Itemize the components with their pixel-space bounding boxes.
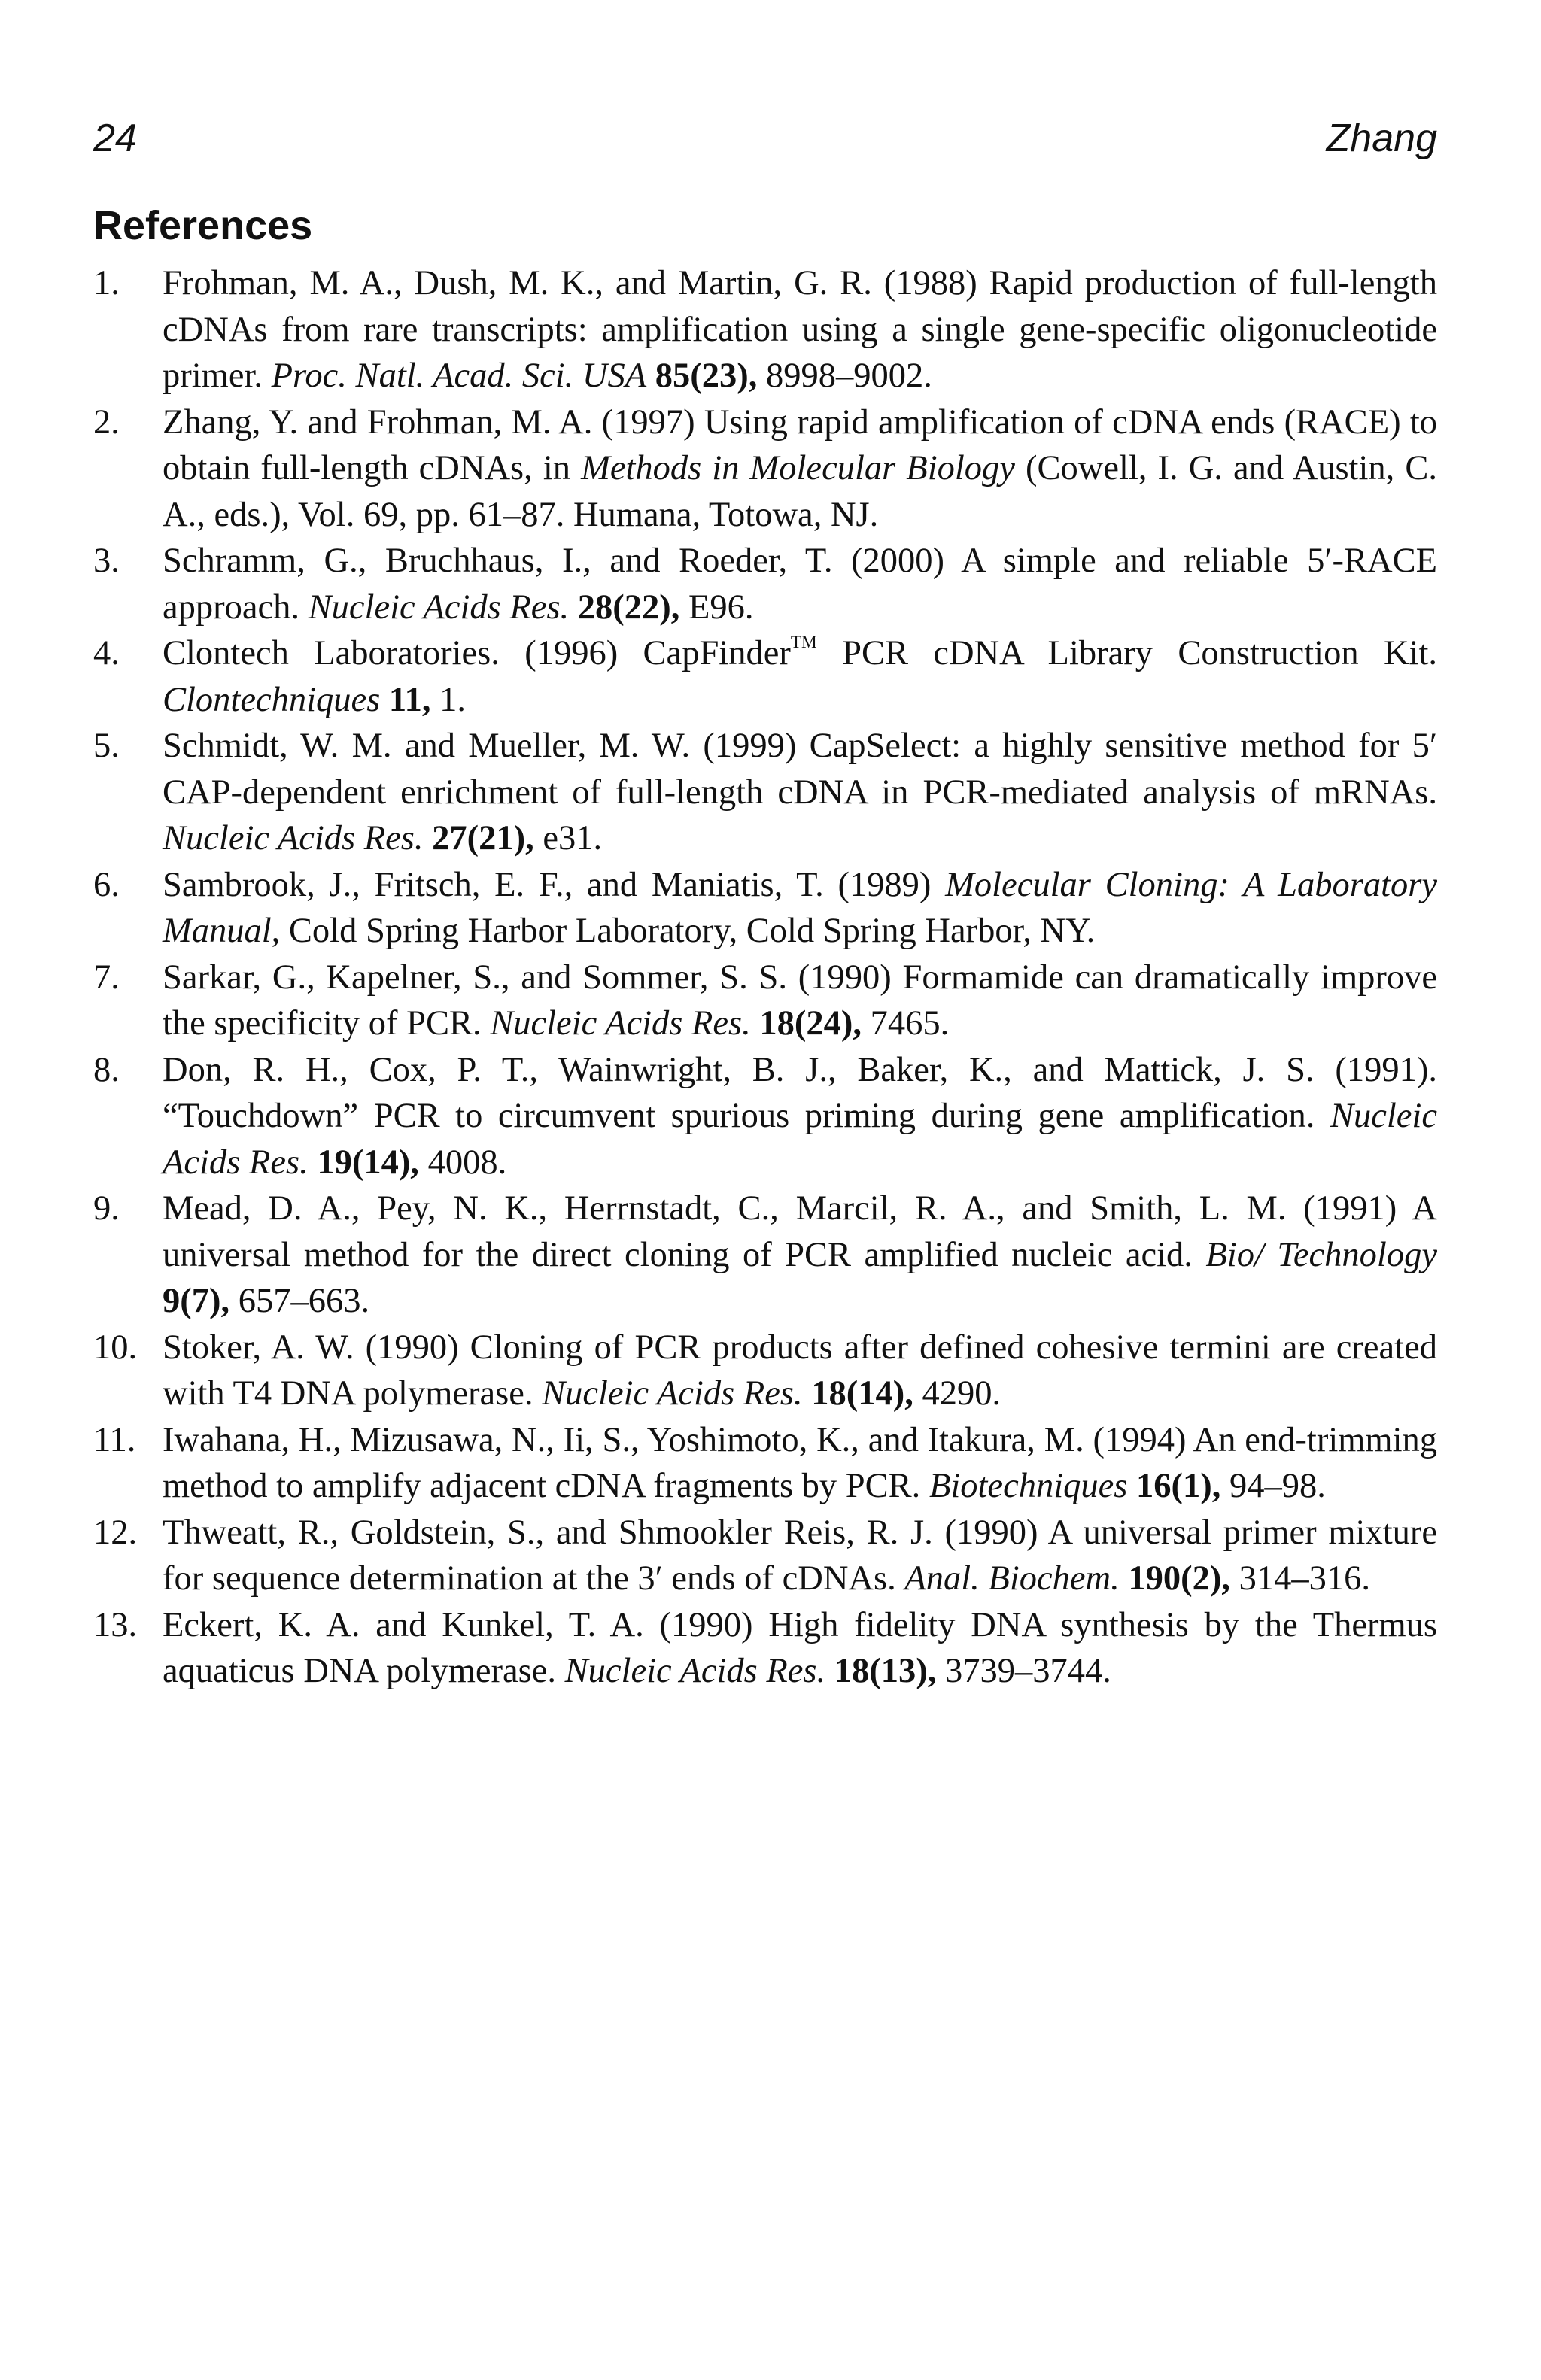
reference-number: 5. <box>93 727 120 765</box>
citation-text <box>803 1374 812 1413</box>
journal-title: Biotechniques <box>929 1467 1128 1505</box>
citation-text <box>825 1652 834 1690</box>
citation-text: 94–98. <box>1220 1467 1326 1505</box>
citation-text: Eckert, K. A. and Kunkel, T. A. (1990) High fidelity DNA synthesis by the Thermus aquaticus DNA polymerase. <box>163 1605 1437 1690</box>
reference-text <box>163 264 1437 395</box>
volume-issue: 27(21), <box>432 819 534 858</box>
reference-text <box>163 634 1437 719</box>
reference-text <box>163 1421 1437 1506</box>
reference-number: 11. <box>93 1420 136 1459</box>
reference-text <box>163 1051 1437 1182</box>
volume-issue: 18(13), <box>834 1652 937 1690</box>
citation-text: Sarkar, G., Kapelner, S., and Sommer, S. S. (1990) Formamide can dramatically improve the specificity of PCR. <box>163 958 1437 1043</box>
citation-text: Schramm, G., Bruchhaus, I., and Roeder, T. (2000) A simple and reliable 5′-RACE approach. <box>163 542 1437 627</box>
journal-title: Molecular Cloning: A Laboratory Manual <box>163 865 1437 950</box>
reference-text <box>163 1606 1437 1691</box>
section-heading: References <box>93 203 313 248</box>
volume-issue: 28(22), <box>577 587 680 627</box>
citation-text: Zhang, Y. and Frohman, M. A. (1997) Using rapid amplification of cDNA ends (RACE) to obtain full-length cDNAs, in <box>163 402 1437 487</box>
citation-text: Clontech Laboratories. (1996) CapFinder <box>163 634 791 672</box>
citation-text: Stoker, A. W. (1990) Cloning of PCR products after defined cohesive termini are created with T4 DNA polymerase. <box>163 1328 1437 1413</box>
reference-text <box>163 1328 1437 1413</box>
reference-item <box>93 630 1437 723</box>
citation-text: 7465. <box>861 1004 950 1043</box>
citation-text: Mead, D. A., Pey, N. K., Herrnstadt, C., Marcil, R. A., and Smith, L. M. (1991) A universal method for the direct cloning of PCR amplified nucleic acid. <box>163 1189 1437 1274</box>
reference-item <box>93 862 1437 955</box>
citation-text: Schmidt, W. M. and Mueller, M. W. (1999) CapSelect: a highly sensitive method for 5′ CAP-dependent enrichment of full-length cDNA in PCR-mediated analysis of mRNAs. <box>163 727 1437 812</box>
citation-text: 3739–3744. <box>936 1652 1111 1690</box>
journal-title: Clontechniques <box>163 680 381 719</box>
citation-text <box>380 681 389 719</box>
volume-issue: 16(1), <box>1136 1467 1221 1505</box>
reference-text <box>163 866 1437 951</box>
volume-issue: 18(14), <box>811 1374 913 1413</box>
reference-number: 3. <box>93 542 120 580</box>
reference-item <box>93 260 1437 399</box>
citation-text: Thweatt, R., Goldstein, S., and Shmookler Reis, R. J. (1990) A universal primer mixture for sequence determination at the 3′ ends of cDNAs. <box>163 1513 1437 1598</box>
reference-number: 1. <box>93 264 120 302</box>
journal-title: Nucleic Acids Res. <box>163 1097 1437 1182</box>
running-author: Zhang <box>1326 117 1437 160</box>
citation-text: Don, R. H., Cox, P. T., Wainwright, B. J., Baker, K., and Mattick, J. S. (1991). “Touchdown” PCR to circumvent spurious priming during gene amplification. <box>163 1050 1437 1135</box>
reference-number: 7. <box>93 958 120 997</box>
volume-issue: 11, <box>388 680 431 719</box>
reference-item <box>93 1510 1437 1602</box>
citation-text: e31. <box>533 819 603 858</box>
reference-number: 9. <box>93 1189 120 1228</box>
citation-text: PCR cDNA Library Construction Kit. <box>816 634 1437 672</box>
citation-text: Sambrook, J., Fritsch, E. F., and Maniatis, T. (1989) <box>163 865 946 904</box>
reference-item <box>93 1602 1437 1695</box>
volume-issue: 18(24), <box>759 1004 862 1043</box>
journal-title: Nucleic Acids Res. <box>564 1652 826 1690</box>
reference-text <box>163 727 1437 858</box>
reference-item <box>93 955 1437 1047</box>
page-number: 24 <box>93 117 137 160</box>
reference-list <box>93 260 1437 1695</box>
reference-item <box>93 1185 1437 1325</box>
trademark-mark: TM <box>790 632 817 652</box>
citation-text <box>1127 1467 1136 1505</box>
volume-issue: 19(14), <box>317 1143 419 1182</box>
citation-text: 657–663. <box>229 1282 370 1320</box>
reference-number: 6. <box>93 865 120 904</box>
reference-item <box>93 1417 1437 1510</box>
citation-text <box>569 588 578 627</box>
citation-text: 4290. <box>913 1374 1001 1413</box>
reference-number: 13. <box>93 1605 138 1644</box>
citation-text: 1. <box>430 680 466 719</box>
citation-text <box>309 1143 318 1182</box>
citation-text: (Cowell, I. G. and Austin, C. A., eds.), Vol. 69, pp. 61–87. Humana, Totowa, NJ. <box>163 449 1437 534</box>
reference-number: 4. <box>93 634 120 672</box>
citation-text: 8998–9002. <box>757 357 932 395</box>
reference-number: 12. <box>93 1513 138 1552</box>
journal-title: Nucleic Acids Res. <box>308 587 570 627</box>
journal-title: Bio/ Technology <box>1205 1235 1437 1274</box>
citation-text: 314–316. <box>1229 1559 1370 1598</box>
reference-text <box>163 958 1437 1043</box>
reference-number: 10. <box>93 1328 138 1367</box>
citation-text <box>424 819 433 858</box>
journal-title: Proc. Natl. Acad. Sci. USA <box>271 357 647 395</box>
running-head <box>93 108 1437 168</box>
volume-issue: 190(2), <box>1128 1559 1230 1598</box>
reference-text <box>163 403 1437 534</box>
citation-text: 4008. <box>418 1143 507 1182</box>
citation-text: E96. <box>679 587 754 627</box>
journal-title: Methods in Molecular Biology <box>581 449 1015 487</box>
reference-item <box>93 399 1437 539</box>
reference-number: 8. <box>93 1050 120 1089</box>
reference-text <box>163 1189 1437 1320</box>
volume-issue: 85(23), <box>655 357 758 395</box>
citation-text: Frohman, M. A., Dush, M. K., and Martin, G. R. (1988) Rapid production of full-length cDNAs from rare transcripts: amplification using a single gene-specific oligonucleotide primer. <box>163 264 1437 395</box>
journal-title: Nucleic Acids Res. <box>490 1004 751 1043</box>
reference-item <box>93 723 1437 862</box>
reference-item <box>93 538 1437 630</box>
citation-text <box>1120 1559 1129 1598</box>
journal-title: Nucleic Acids Res. <box>163 819 424 858</box>
citation-text <box>751 1004 760 1043</box>
reference-text <box>163 1513 1437 1598</box>
volume-issue: 9(7), <box>163 1282 230 1320</box>
journal-title: Anal. Biochem. <box>904 1559 1120 1598</box>
reference-number: 2. <box>93 402 120 442</box>
reference-text <box>163 542 1437 627</box>
journal-title: Nucleic Acids Res. <box>542 1374 803 1413</box>
reference-item <box>93 1047 1437 1186</box>
citation-text: , Cold Spring Harbor Laboratory, Cold Spring Harbor, NY. <box>271 912 1096 950</box>
citation-text <box>646 357 655 395</box>
citation-text: Iwahana, H., Mizusawa, N., Ii, S., Yoshimoto, K., and Itakura, M. (1994) An end-trimming method to amplify adjacent cDNA fragments by PCR. <box>163 1420 1437 1505</box>
reference-item <box>93 1325 1437 1417</box>
